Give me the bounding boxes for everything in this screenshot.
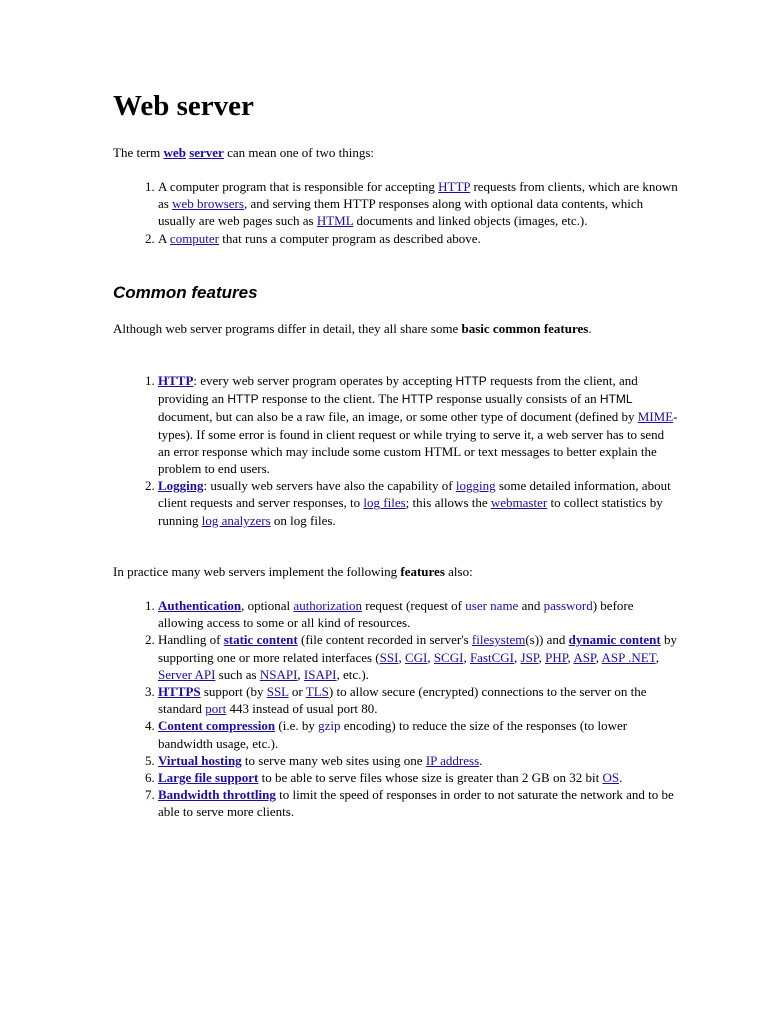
practice-intro: In practice many web servers implement the following features also: — [113, 564, 473, 579]
text: can mean one of two things: — [223, 145, 375, 160]
list-item: 7. Bandwidth throttling to limit the speed of responses in order to not saturate the network and to be able to serve more clients. — [158, 786, 678, 820]
link-html[interactable]: HTML — [316, 213, 354, 229]
bold-text: basic common features — [461, 321, 589, 336]
link-asp[interactable]: ASP — [573, 649, 596, 665]
list-item: 2. Handling of static content (file content recorded in server's filesystem(s)) and dynamic content by supporting one or more related interfaces (SSI, CGI, SCGI, FastCGI, JSP, PHP, ASP, ASP .NET, Server API such as NSAPI, ISAPI, etc.). — [158, 631, 678, 683]
link-user-name[interactable]: user name — [465, 598, 519, 613]
list-item: 1. Authentication, optional authorization request (request of user name and password) before allowing access to some or all kind of resources. — [158, 597, 678, 631]
list-item: 5. Virtual hosting to serve many web sites using one IP address. — [158, 752, 678, 769]
link-mime[interactable]: MIME — [637, 409, 674, 425]
link-web[interactable]: web — [163, 145, 186, 160]
text: The term — [113, 145, 164, 160]
common-features-intro: Although web server programs differ in detail, they all share some basic common features. — [113, 321, 592, 336]
link-nsapi[interactable]: NSAPI — [259, 666, 298, 682]
link-log-files[interactable]: log files — [363, 495, 406, 511]
link-php[interactable]: PHP — [545, 649, 568, 665]
intro-paragraph — [113, 144, 633, 161]
link-http[interactable]: HTTP — [438, 179, 471, 194]
link-fastcgi[interactable]: FastCGI — [469, 649, 515, 665]
link-server[interactable]: server — [189, 145, 224, 160]
link-authentication[interactable]: Authentication — [158, 598, 242, 613]
link-content-compression[interactable]: Content compression — [158, 718, 276, 734]
link-password[interactable]: password — [543, 598, 593, 613]
link-filesystem[interactable]: filesystem — [471, 632, 526, 648]
link-static-content[interactable]: static content — [223, 632, 298, 648]
page-title: Web server — [113, 90, 254, 122]
list-item: 3. HTTPS support (by SSL or TLS) to allow secure (encrypted) connections to the server on the standard port 443 instead of usual port 80. — [158, 683, 678, 717]
list-item: 2. A computer that runs a computer program as described above. — [158, 230, 678, 247]
link-server-api[interactable]: Server API — [158, 666, 216, 682]
link-ip-address[interactable]: IP address — [425, 752, 480, 768]
link-ssi[interactable]: SSI — [379, 649, 399, 665]
link-computer[interactable]: computer — [169, 230, 220, 246]
link-scgi[interactable]: SCGI — [433, 649, 464, 665]
link-logging-feature[interactable]: Logging — [158, 478, 204, 494]
link-http-feature[interactable]: HTTP — [158, 373, 194, 388]
list-item: 1. HTTP: every web server program operates by accepting HTTP requests from the client, and providing an HTTP response to the client. The HTTP response usually consists of an HTML document, but can also be a raw file, an image, or some other type of document (defined by MIME-types). If some error is found in client request or while trying to serve it, a web server has to send an error response which may include some custom HTML or text messages to better explain the problem to end users. — [158, 372, 678, 477]
link-web-browsers[interactable]: web browsers — [172, 196, 244, 212]
link-dynamic-content[interactable]: dynamic content — [568, 632, 661, 648]
link-authorization[interactable]: authorization — [293, 598, 363, 613]
definitions-list — [113, 178, 678, 247]
link-isapi[interactable]: ISAPI — [303, 666, 337, 682]
basic-features-list — [113, 372, 678, 529]
extra-features-list — [113, 597, 678, 821]
link-jsp[interactable]: JSP — [520, 649, 539, 665]
link-port[interactable]: port — [205, 701, 227, 717]
link-bandwidth-throttling[interactable]: Bandwidth throttling — [158, 787, 276, 803]
link-os[interactable]: OS — [602, 770, 620, 786]
link-logging[interactable]: logging — [455, 478, 496, 494]
link-tls[interactable]: TLS — [305, 684, 329, 700]
link-https[interactable]: HTTPS — [158, 684, 201, 700]
list-item: 2. Logging: usually web servers have also the capability of logging some detailed information, about client requests and server responses, to log files; this allows the webmaster to collect statistics by running log analyzers on log files. — [158, 477, 678, 529]
list-item: 6. Large file support to be able to serve files whose size is greater than 2 GB on 32 bit OS. — [158, 769, 678, 786]
link-virtual-hosting[interactable]: Virtual hosting — [158, 752, 242, 768]
link-webmaster[interactable]: webmaster — [490, 495, 548, 511]
link-ssl[interactable]: SSL — [266, 684, 289, 700]
section-heading-common-features: Common features — [113, 283, 258, 302]
list-item: 4. Content compression (i.e. by gzip encoding) to reduce the size of the responses (to lower bandwidth usage, etc.). — [158, 717, 678, 751]
link-gzip[interactable]: gzip — [318, 718, 341, 734]
bold-text: features — [400, 564, 445, 579]
link-asp-net[interactable]: ASP .NET — [601, 649, 656, 665]
link-cgi[interactable]: CGI — [404, 649, 428, 665]
link-log-analyzers[interactable]: log analyzers — [201, 512, 271, 528]
link-large-file-support[interactable]: Large file support — [158, 770, 259, 786]
list-item: 1. A computer program that is responsible for accepting HTTP requests from clients, which are known as web browsers, and serving them HTTP responses along with optional data contents, which usually are web pages such as HTML documents and linked objects (images, etc.). — [158, 178, 678, 230]
